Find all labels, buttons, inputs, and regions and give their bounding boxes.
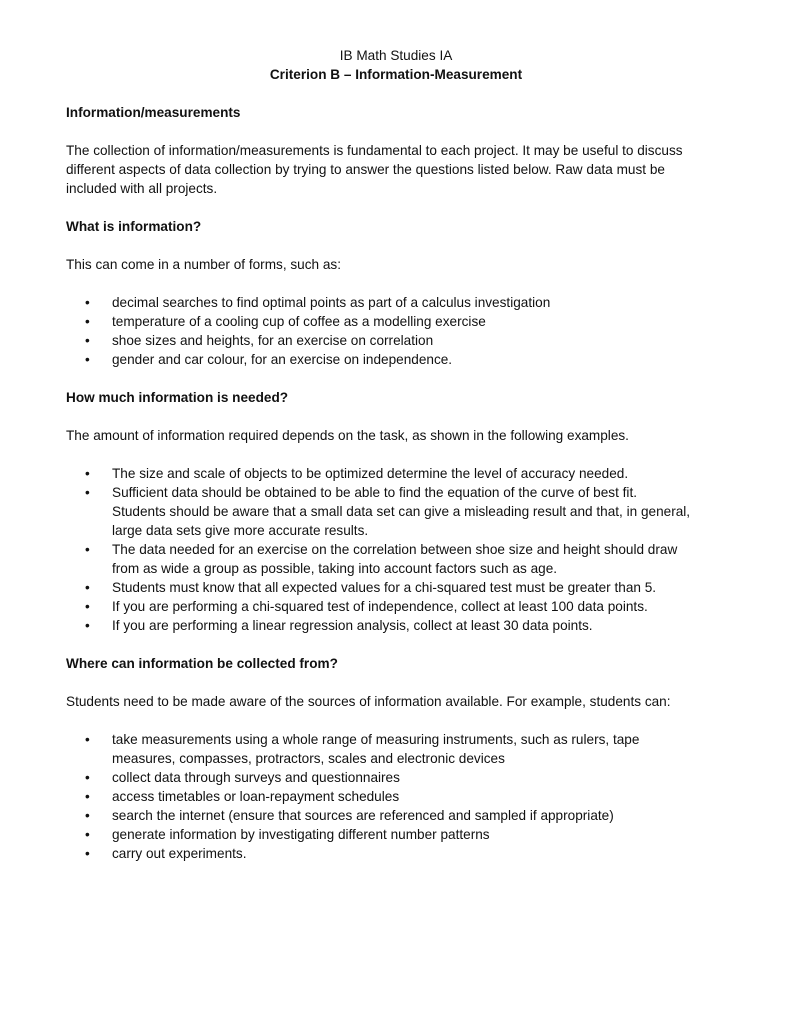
list-item xyxy=(66,806,726,825)
bullet-icon: • xyxy=(85,352,90,367)
bullet-icon: • xyxy=(85,770,90,785)
bullet-icon: • xyxy=(85,333,90,348)
bullet-icon: • xyxy=(85,485,90,500)
bullet-icon: • xyxy=(85,466,90,481)
section-heading-what-is-information: What is information? xyxy=(66,219,202,234)
spacer xyxy=(66,407,726,426)
list-item xyxy=(66,616,726,635)
spacer xyxy=(66,236,726,255)
list-item-text: access timetables or loan-repayment schedules xyxy=(112,789,400,804)
bullet-icon: • xyxy=(85,808,90,823)
what-paragraph: This can come in a number of forms, such as: xyxy=(66,257,342,272)
section-heading-how-much-information: How much information is needed? xyxy=(66,390,289,405)
bullet-icon: • xyxy=(85,732,90,747)
list-item xyxy=(66,768,726,787)
list-item-text: from as wide a group as possible, taking into account factors such as age. xyxy=(112,561,558,576)
list-item-text: search the internet (ensure that sources are referenced and sampled if appropriate) xyxy=(112,808,614,823)
list-item xyxy=(66,730,726,768)
list-item xyxy=(66,483,726,540)
list-item-text: Sufficient data should be obtained to be able to find the equation of the curve of best fit. xyxy=(112,485,637,500)
bullet-icon: • xyxy=(85,314,90,329)
bullet-icon: • xyxy=(85,542,90,557)
bullet-icon: • xyxy=(85,580,90,595)
list-item-text: The data needed for an exercise on the correlation between shoe size and height should draw xyxy=(112,542,678,557)
spacer xyxy=(66,673,726,692)
spacer xyxy=(66,274,726,293)
list-item-text: Students must know that all expected values for a chi-squared test must be greater than 5. xyxy=(112,580,657,595)
list-item xyxy=(66,540,726,578)
list-item-text: take measurements using a whole range of measuring instruments, such as rulers, tape xyxy=(112,732,640,747)
spacer xyxy=(66,198,726,217)
list-item xyxy=(66,844,726,863)
document-subtitle: Criterion B – Information-Measurement xyxy=(269,67,523,82)
bullet-icon: • xyxy=(85,846,90,861)
list-item-text: large data sets give more accurate results. xyxy=(112,523,369,538)
bullet-icon: • xyxy=(85,295,90,310)
list-item-text: The size and scale of objects to be optimized determine the level of accuracy needed. xyxy=(112,466,629,481)
bullet-icon: • xyxy=(85,789,90,804)
bullet-icon: • xyxy=(85,618,90,633)
where-paragraph: Students need to be made aware of the sources of information available. For example, students can: xyxy=(66,694,671,709)
intro-paragraph-line: The collection of information/measurements is fundamental to each project. It may be useful to discuss xyxy=(66,143,683,158)
spacer xyxy=(66,122,726,141)
list-item xyxy=(66,293,726,312)
list-item xyxy=(66,578,726,597)
section-heading-information-measurements: Information/measurements xyxy=(66,105,241,120)
list-item-text: If you are performing a linear regression analysis, collect at least 30 data points. xyxy=(112,618,593,633)
how-much-paragraph: The amount of information required depends on the task, as shown in the following examples. xyxy=(66,428,629,443)
intro-paragraph-line: included with all projects. xyxy=(66,181,218,196)
what-bullet-list xyxy=(66,293,726,369)
list-item xyxy=(66,350,726,369)
list-item-text: decimal searches to find optimal points as part of a calculus investigation xyxy=(112,295,551,310)
list-item xyxy=(66,787,726,806)
section-heading-where-collected: Where can information be collected from? xyxy=(66,656,338,671)
intro-paragraph-line: different aspects of data collection by trying to answer the questions listed below. Raw data must be xyxy=(66,162,665,177)
list-item xyxy=(66,312,726,331)
list-item-text: measures, compasses, protractors, scales and electronic devices xyxy=(112,751,505,766)
document-title: IB Math Studies IA xyxy=(339,48,453,63)
list-item-text: shoe sizes and heights, for an exercise on correlation xyxy=(112,333,434,348)
list-item xyxy=(66,825,726,844)
spacer xyxy=(66,711,726,730)
list-item-text: gender and car colour, for an exercise on independence. xyxy=(112,352,453,367)
where-bullet-list xyxy=(66,730,726,863)
list-item xyxy=(66,464,726,483)
list-item-text: collect data through surveys and questionnaires xyxy=(112,770,400,785)
list-item xyxy=(66,331,726,350)
list-item-text: carry out experiments. xyxy=(112,846,247,861)
bullet-icon: • xyxy=(85,599,90,614)
how-much-bullet-list xyxy=(66,464,726,635)
spacer xyxy=(66,635,726,654)
bullet-icon: • xyxy=(85,827,90,842)
list-item-text: If you are performing a chi-squared test of independence, collect at least 100 data points. xyxy=(112,599,648,614)
spacer xyxy=(66,445,726,464)
list-item xyxy=(66,597,726,616)
list-item-text: generate information by investigating different number patterns xyxy=(112,827,490,842)
spacer xyxy=(66,84,726,103)
intro-paragraph xyxy=(66,141,726,198)
list-item-text: Students should be aware that a small data set can give a misleading result and that, in general, xyxy=(112,504,691,519)
list-item-text: temperature of a cooling cup of coffee as a modelling exercise xyxy=(112,314,486,329)
document-page xyxy=(66,46,726,863)
spacer xyxy=(66,369,726,388)
